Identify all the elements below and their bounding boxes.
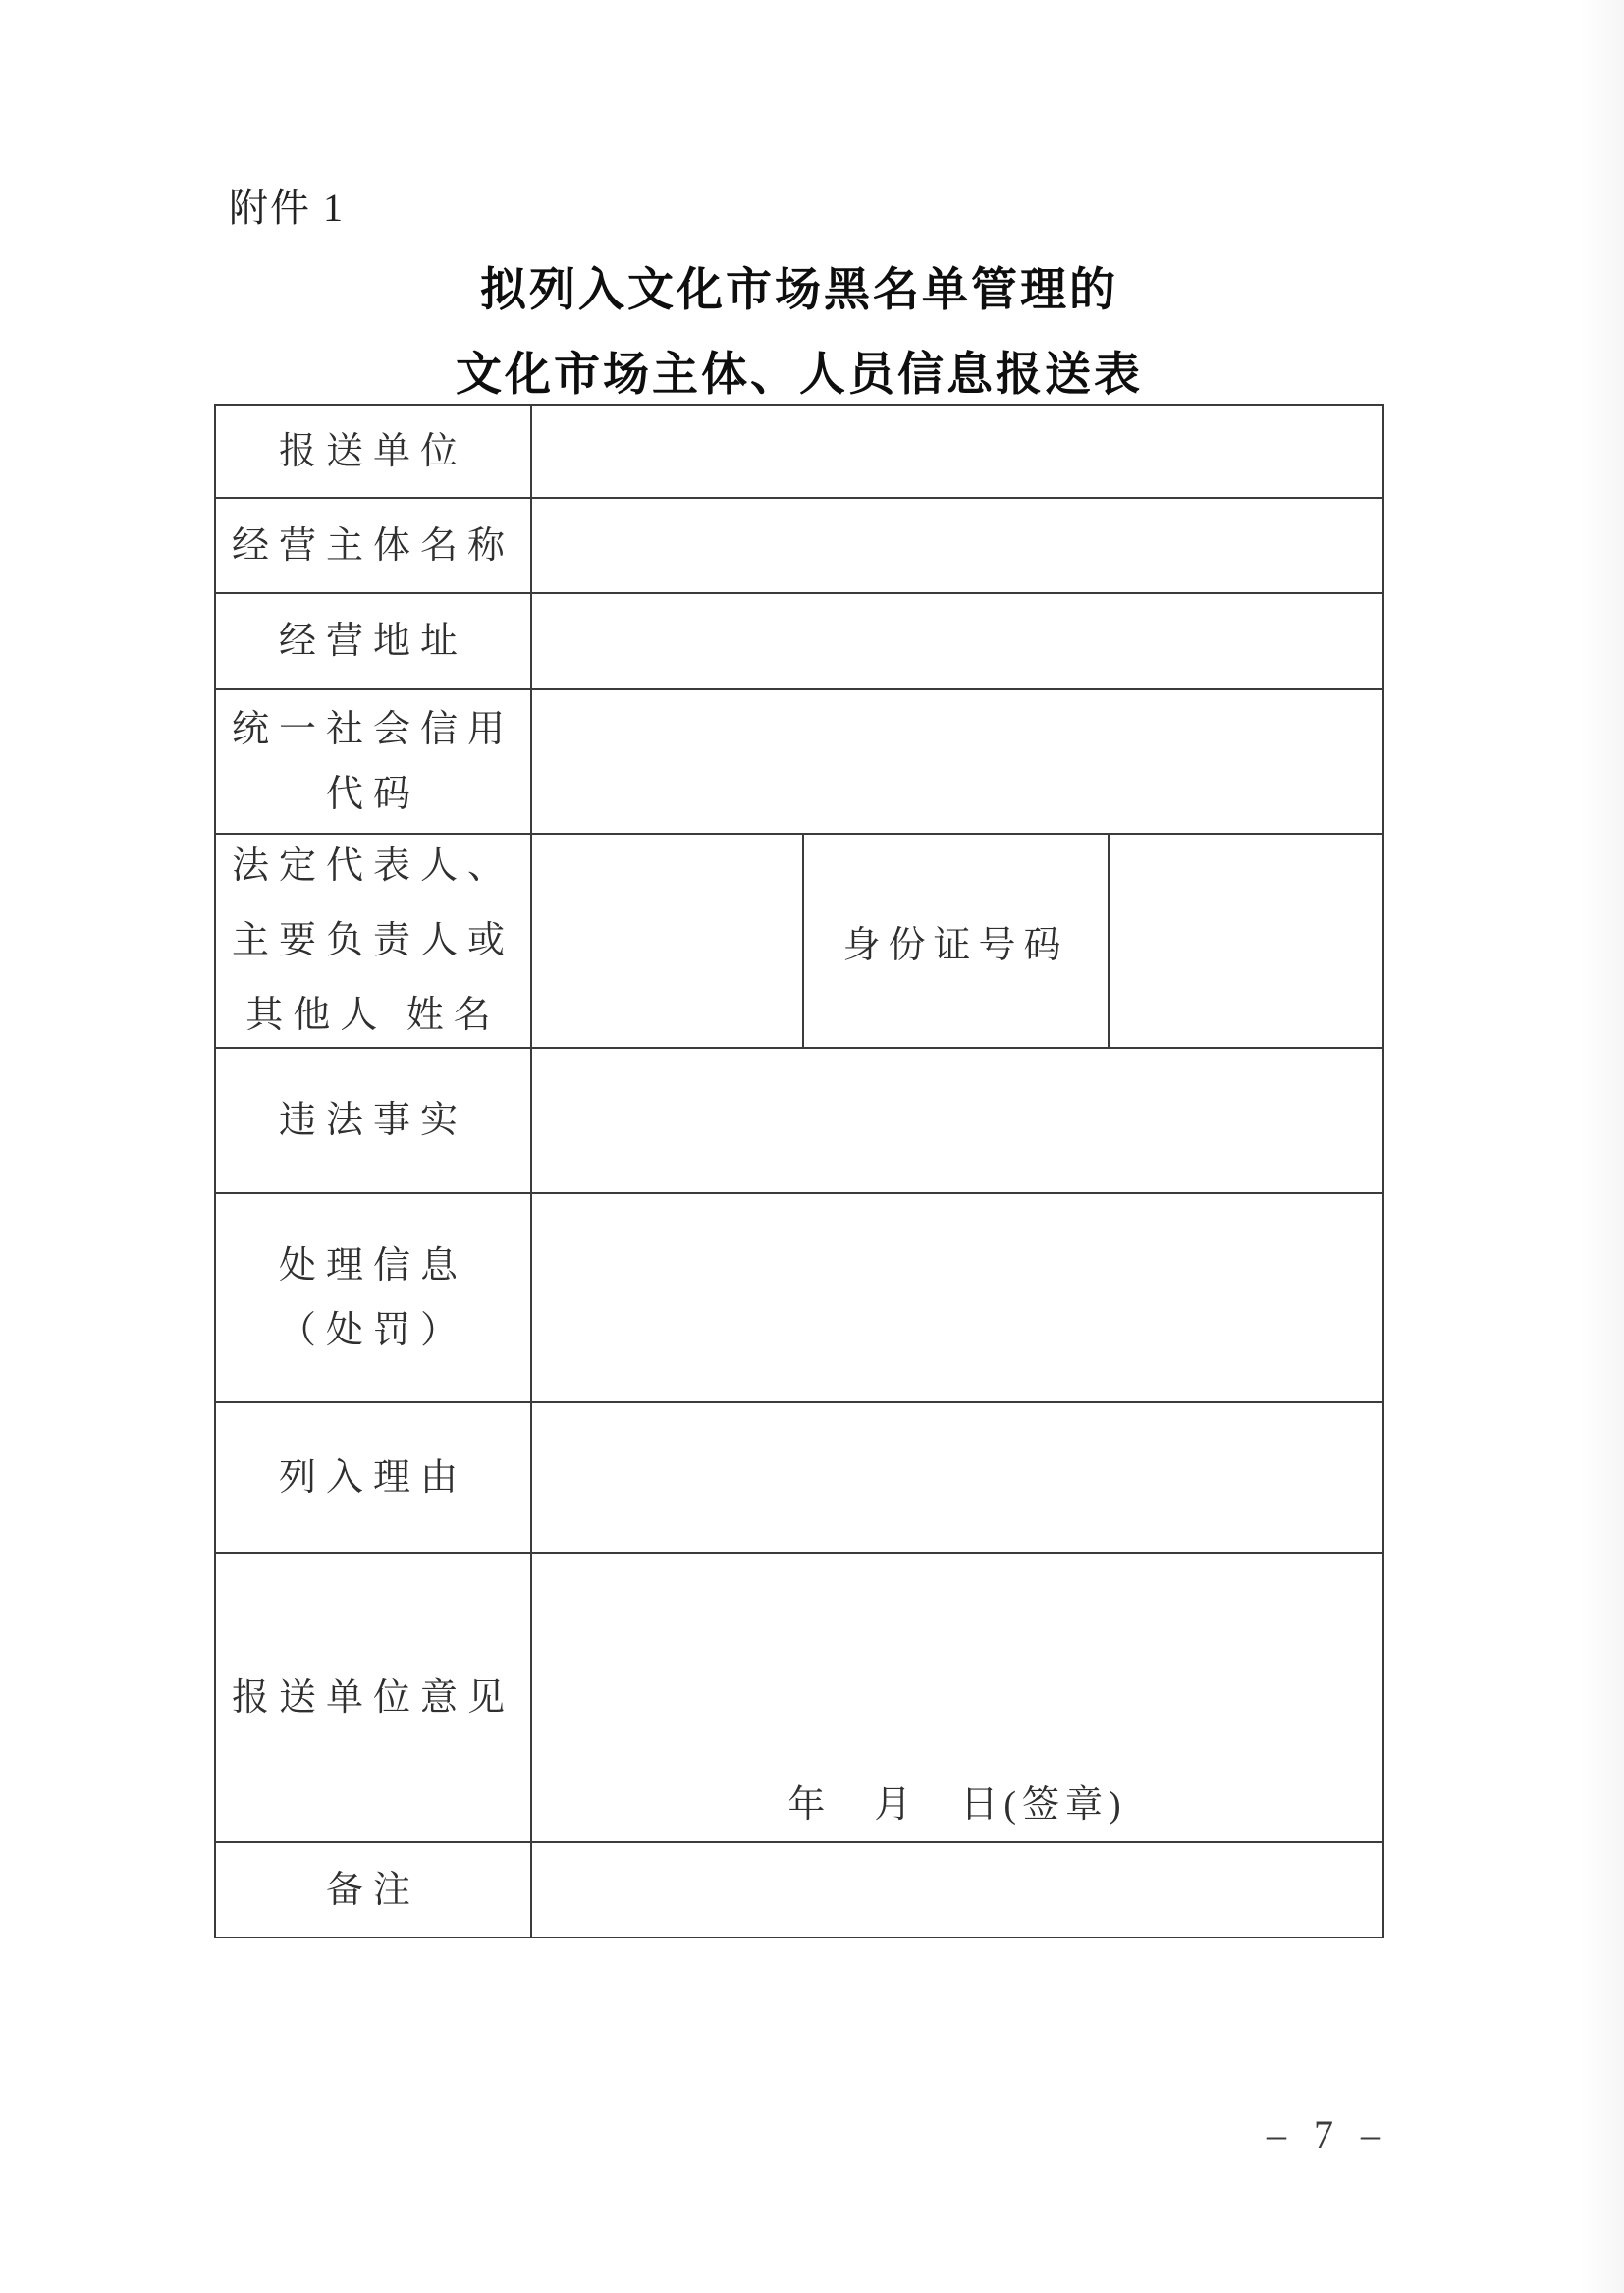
table-row-submitting-unit-opinion [216, 1554, 1382, 1843]
penalty-info-label-line-2: （处罚） [278, 1309, 467, 1351]
reporting-unit-label: 报送单位 [216, 406, 532, 497]
legal-representative-label-line-1: 法定代表人、 [231, 846, 514, 887]
table-row-business-entity-name [216, 499, 1382, 594]
penalty-info-label-line-1: 处理信息 [278, 1244, 467, 1286]
business-address-input-cell [532, 594, 1382, 688]
legal-representative-label-line-2: 主要负责人或 [231, 920, 514, 961]
illegal-facts-label: 违法事实 [216, 1049, 532, 1192]
reporting-unit-input-cell [532, 406, 1382, 497]
credit-code-label-line-1: 统一社会信用 [231, 708, 514, 750]
page-number: – 7 – [1267, 2112, 1389, 2157]
sign-date-line: 年 月 日(签章) [787, 1784, 1127, 1826]
table-row-credit-code [216, 690, 1382, 835]
credit-code-label-line-2: 代码 [325, 773, 420, 815]
listing-reason-label: 列入理由 [216, 1403, 532, 1552]
table-row-legal-representative [216, 835, 1382, 1049]
penalty-info-label [216, 1194, 532, 1401]
business-address-label: 经营地址 [216, 594, 532, 688]
table-row-illegal-facts [216, 1049, 1382, 1194]
credit-code-label [216, 690, 532, 833]
scan-edge-shadow [1579, 0, 1624, 2293]
submitting-unit-opinion-label: 报送单位意见 [216, 1554, 532, 1841]
table-row-penalty-info [216, 1194, 1382, 1403]
id-number-input-cell [1110, 835, 1382, 1047]
legal-representative-label-line-3: 其他人 姓名 [245, 995, 501, 1036]
submitting-unit-opinion-input-cell [532, 1554, 1382, 1841]
table-row-reporting-unit [216, 406, 1382, 499]
business-entity-name-label: 经营主体名称 [216, 499, 532, 592]
legal-representative-label [216, 835, 532, 1047]
business-entity-name-input-cell [532, 499, 1382, 592]
remarks-label: 备注 [216, 1843, 532, 1937]
table-row-listing-reason [216, 1403, 1382, 1554]
table-row-remarks [216, 1843, 1382, 1937]
form-title [214, 247, 1384, 416]
listing-reason-input-cell [532, 1403, 1382, 1552]
credit-code-input-cell [532, 690, 1382, 833]
form-title-line-1: 拟列入文化市场黑名单管理的 [480, 263, 1118, 315]
form-title-line-2: 文化市场主体、人员信息报送表 [456, 348, 1143, 400]
legal-representative-name-input-cell [532, 835, 804, 1047]
blacklist-form-table [214, 404, 1384, 1938]
illegal-facts-input-cell [532, 1049, 1382, 1192]
remarks-input-cell [532, 1843, 1382, 1937]
attachment-label: 附件 1 [229, 186, 345, 230]
penalty-info-input-cell [532, 1194, 1382, 1401]
table-row-business-address [216, 594, 1382, 690]
id-number-label: 身份证号码 [804, 835, 1110, 1047]
